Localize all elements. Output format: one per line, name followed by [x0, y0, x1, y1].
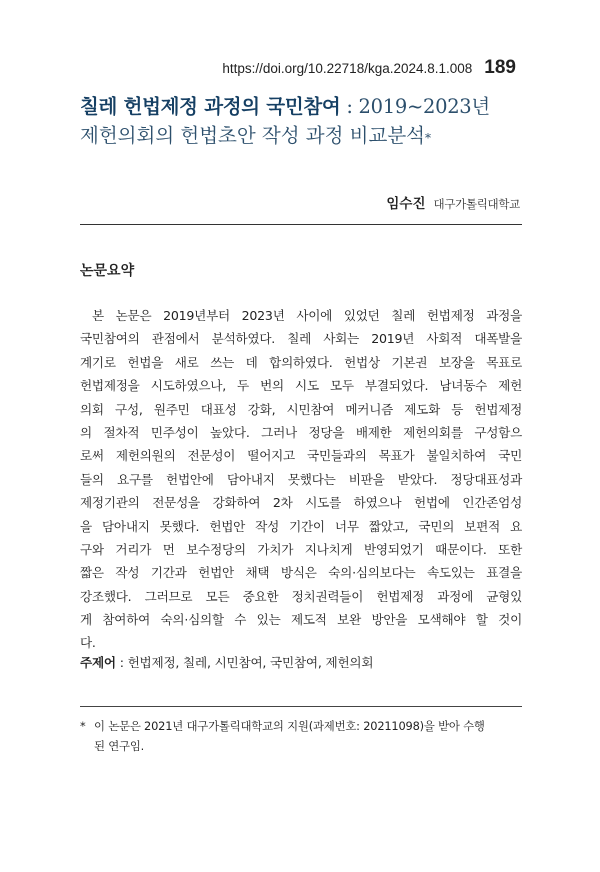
abstract-line: 짧은 작성 기간과 헌법안 채택 방식은 숙의·심의보다는 속도있는 표결을	[80, 565, 522, 581]
abstract-line: 을 담아내지 못했다. 헌법안 작성 기간이 너무 짧았고, 국민의 보편적 요	[80, 518, 522, 534]
author-affiliation: 대구가톨릭대학교	[433, 197, 520, 211]
abstract-line: 강조했다. 그러므로 모든 중요한 정치권력들이 헌법제정 과정에 균형있	[80, 588, 522, 604]
footnote-text-2: 된 연구임.	[94, 739, 145, 753]
footnote-line-1	[80, 716, 522, 736]
abstract-body	[80, 304, 522, 655]
keywords	[80, 652, 373, 671]
abstract-line: 의회 구성, 원주민 대표성 강화, 시민참여 메커니즘 제도화 등 헌법제정	[80, 401, 522, 417]
title-line-1	[80, 93, 540, 121]
abstract-line: 로써 제헌의원의 전문성이 떨어지고 국민들과의 목표가 불일치하여 국민	[80, 448, 522, 464]
page-number: 189	[484, 57, 516, 78]
abstract-line: 본 논문은 2019년부터 2023년 사이에 있었던 칠레 헌법제정 과정을	[92, 308, 522, 323]
abstract-heading: 논문요약	[80, 263, 135, 279]
running-header	[222, 57, 516, 79]
author-block	[386, 192, 520, 212]
title-subtitle-end: 제헌의회의 헌법초안 작성 과정 비교분석	[80, 124, 426, 147]
abstract-line: 다.	[80, 635, 96, 651]
abstract-line: 계기로 헌법을 새로 쓰는 데 합의하였다. 헌법상 기본권 보장을 목표로	[80, 354, 522, 370]
abstract-line: 게 참여하여 숙의·심의할 수 있는 제도적 보완 방안을 모색해야 할 것이	[80, 612, 522, 628]
author-name: 임수진	[386, 196, 426, 212]
paper-title	[80, 93, 540, 150]
abstract-line: 들의 요구를 헌법안에 담아내지 못했다는 비판을 받았다. 정당대표성과	[80, 471, 522, 487]
keywords-separator: :	[115, 655, 128, 670]
keywords-label: 주제어	[80, 655, 116, 670]
title-subtitle-start: : 2019~2023년	[340, 95, 490, 118]
footnote-mark: *	[80, 719, 86, 733]
abstract-line: 헌법제정을 시도하였으나, 두 번의 시도 모두 부결되었다. 남녀동수 제헌	[80, 378, 522, 394]
footnote-text-1: 이 논문은 2021년 대구가톨릭대학교의 지원(과제번호: 20211098)을 받아 수행	[94, 719, 485, 733]
footnote	[80, 716, 522, 756]
abstract-line: 제정기관의 전문성을 강화하여 2차 시도를 하였으나 헌법에 인간존엄성	[80, 495, 522, 511]
keywords-list: 헌법제정, 칠레, 시민참여, 국민참여, 제헌의회	[127, 655, 374, 670]
abstract-line: 의 절차적 민주성이 높았다. 그러나 정당을 배제한 제헌의회를 구성함으	[80, 424, 522, 440]
doi-link[interactable]: https://doi.org/10.22718/kga.2024.8.1.008	[222, 61, 473, 76]
abstract-line: 구와 거리가 먼 보수정당의 가치가 지나치게 반영되었기 때문이다. 또한	[80, 541, 522, 557]
header-divider	[80, 224, 522, 225]
footnote-line-2	[80, 736, 522, 756]
footnote-divider	[80, 706, 522, 707]
title-footnote-mark: *	[425, 131, 432, 145]
title-line-2	[80, 122, 540, 150]
abstract-line: 국민참여의 관점에서 분석하였다. 칠레 사회는 2019년 사회적 대폭발을	[80, 331, 522, 347]
title-main: 칠레 헌법제정 과정의 국민참여	[80, 95, 341, 118]
